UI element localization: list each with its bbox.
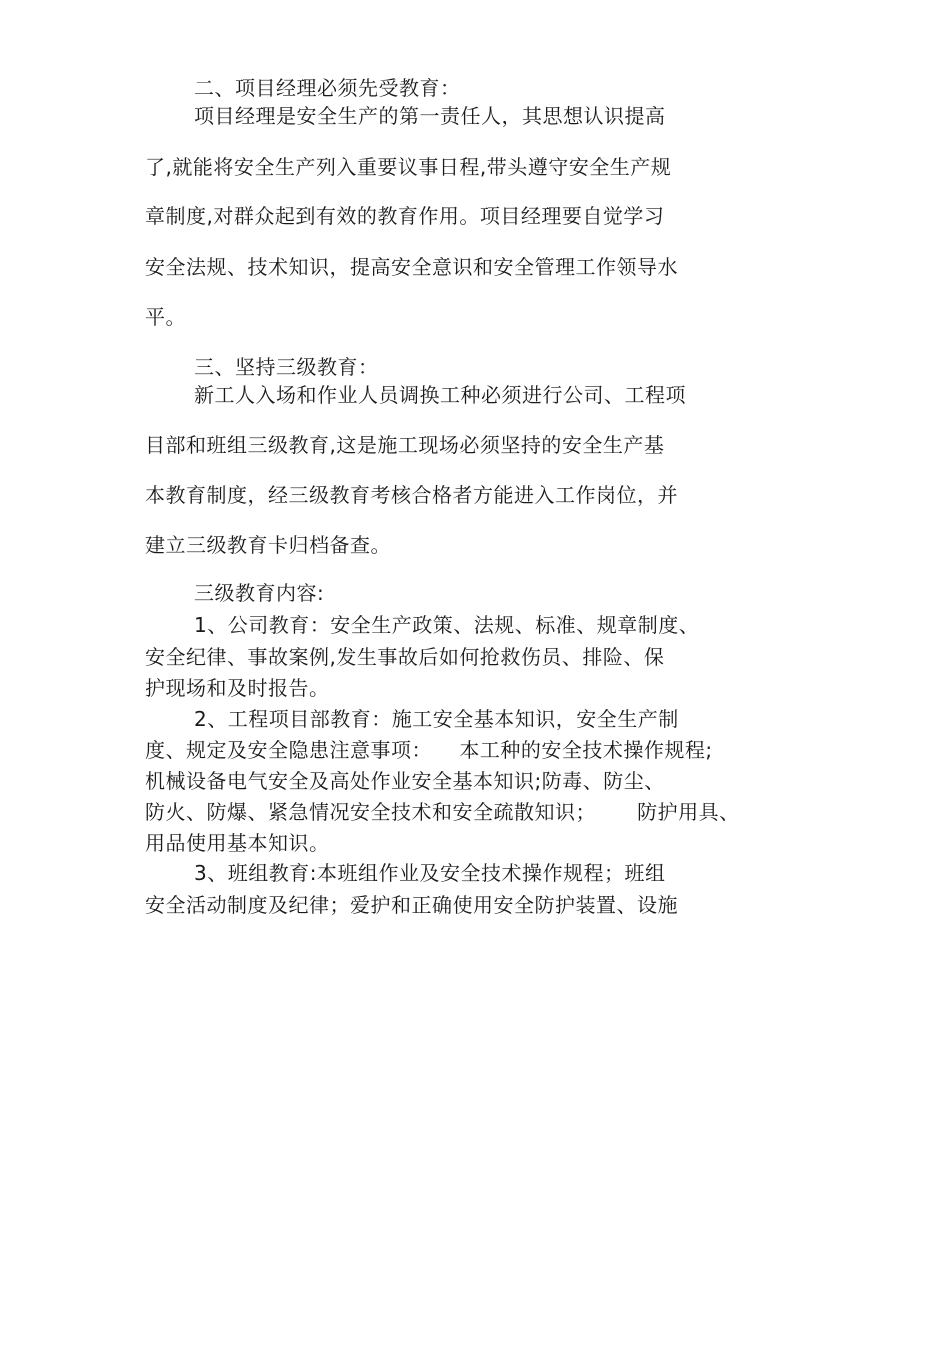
list-item-team: 3、班组教育:本班组作业及安全技术操作规程；班组 bbox=[194, 861, 666, 885]
paragraph-line: 新工人入场和作业人员调换工种必须进行公司、工程项 bbox=[194, 383, 686, 407]
paragraph-line: 了,就能将安全生产列入重要议事日程,带头遵守安全生产规 bbox=[145, 155, 672, 179]
list-item-line: 用品使用基本知识。 bbox=[145, 831, 330, 855]
paragraph-line: 章制度,对群众起到有效的教育作用。项目经理要自觉学习 bbox=[145, 204, 665, 228]
paragraph-line: 目部和班组三级教育,这是施工现场必须坚持的安全生产基 bbox=[145, 433, 665, 457]
list-item-line: 机械设备电气安全及高处作业安全基本知识;防毒、防尘、 bbox=[145, 769, 665, 793]
list-item-line: 防火、防爆、紧急情况安全技术和安全疏散知识； 防护用具、 bbox=[145, 800, 740, 824]
list-item-project-department: 2、工程项目部教育：施工安全基本知识，安全生产制 bbox=[194, 707, 679, 731]
list-item-line: 安全活动制度及纪律；爱护和正确使用安全防护装置、设施 bbox=[145, 893, 678, 917]
list-item-line: 度、规定及安全隐患注意事项： 本工种的安全技术操作规程; bbox=[145, 738, 713, 762]
paragraph-line: 本教育制度，经三级教育考核合格者方能进入工作岗位，并 bbox=[145, 483, 678, 507]
heading-three-level-education: 三、坚持三级教育： bbox=[194, 355, 379, 379]
list-item-line: 安全纪律、事故案例,发生事故后如何抢救伤员、排险、保 bbox=[145, 645, 665, 669]
paragraph-line: 建立三级教育卡归档备查。 bbox=[145, 533, 391, 557]
heading-education-content: 三级教育内容: bbox=[194, 581, 325, 605]
list-item-line: 护现场和及时报告。 bbox=[145, 676, 330, 700]
heading-project-manager: 二、项目经理必须先受教育： bbox=[194, 76, 461, 100]
paragraph-line: 项目经理是安全生产的第一责任人，其思想认识提高 bbox=[194, 104, 666, 128]
list-item-company: 1、公司教育：安全生产政策、法规、标准、规章制度、 bbox=[194, 613, 700, 637]
paragraph-line: 安全法规、技术知识，提高安全意识和安全管理工作领导水 bbox=[145, 255, 678, 279]
paragraph-line: 平。 bbox=[145, 305, 186, 329]
